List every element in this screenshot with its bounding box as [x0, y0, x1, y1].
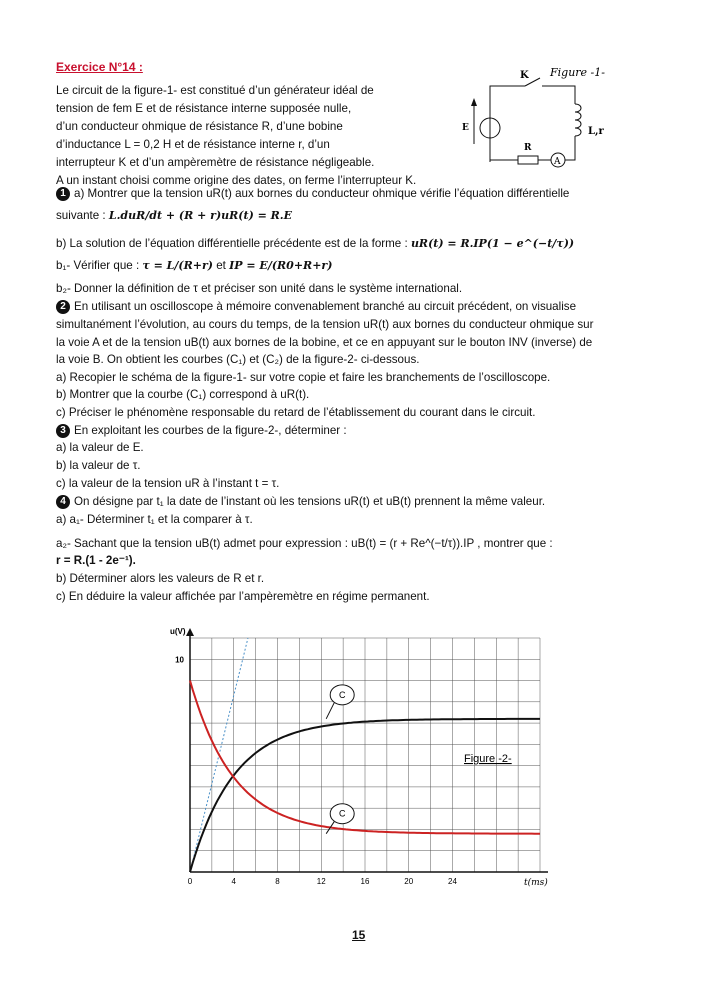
question-4c: c) En déduire la valeur affichée par l’ampèremètre en régime permanent.: [56, 590, 430, 603]
question-2-line-2: simultanément l’évolution, au cours du temps, de la tension uR(t) aux bornes du conducteur ohmique sur: [56, 318, 594, 331]
number-1-icon: 1: [56, 187, 70, 201]
generator-label: E: [462, 123, 469, 133]
intro-text: [56, 82, 436, 190]
coil-label: L,r: [588, 126, 604, 137]
number-2-icon: 2: [56, 300, 70, 314]
wire-right: [565, 136, 575, 160]
intro-line: tension de fem E et de résistance interne supposée nulle,: [56, 102, 352, 115]
figure-1-label: Figure -1-: [550, 66, 605, 79]
intro-line: d’un conducteur ohmique de résistance R, d’une bobine: [56, 120, 343, 133]
y-axis-label: u(V): [170, 627, 186, 636]
solution-equation: uR(t) = R.IP(1 − e^(−t/τ)): [410, 237, 575, 250]
question-2a: a) Recopier le schéma de la figure-1- sur votre copie et faire les branchements de l’oscilloscope.: [56, 371, 551, 384]
question-2b: b) Montrer que la courbe (C₁) correspond à uR(t).: [56, 388, 310, 401]
x-axis-label: t(ms): [524, 878, 548, 888]
question-1b2: b₂- Donner la définition de τ et préciser son unité dans le système international.: [56, 282, 463, 295]
figure-2-title: Figure -2-: [464, 753, 512, 765]
curve-callout-pointer: [326, 703, 334, 719]
question-4a1: a) a₁- Déterminer t₁ et la comparer à τ.: [56, 513, 253, 526]
wire-top: [542, 86, 575, 104]
question-2-line-1: 2 En utilisant un oscilloscope à mémoire convenablement branché au circuit précédent, on visualise: [56, 299, 576, 315]
intro-line: interrupteur K et d’un ampèremètre de résistance négligeable.: [56, 156, 375, 169]
question-3c: c) la valeur de la tension uR à l’instant t = τ.: [56, 477, 280, 490]
number-3-icon: 3: [56, 424, 70, 438]
figure-2-chart: [160, 620, 560, 900]
question-3b: b) la valeur de τ.: [56, 459, 141, 472]
question-2c: c) Préciser le phénomène responsable du retard de l’établissement du courant dans le circuit.: [56, 406, 536, 419]
question-1a-line-2: suivante : L.duR/dt + (R + r)uR(t) = R.E: [56, 209, 293, 222]
y-tick-label: 10: [175, 655, 184, 665]
y-axis-arrow-icon: [186, 628, 194, 636]
arrow-head-icon: [471, 98, 477, 106]
intro-line: Le circuit de la figure-1- est constitué d’un générateur idéal de: [56, 84, 374, 97]
x-tick-label: 16: [360, 877, 370, 886]
ammeter-label: A: [554, 157, 561, 167]
coil-icon: [575, 104, 581, 136]
x-tick-label: 8: [275, 877, 280, 886]
switch-label: K: [520, 70, 529, 81]
x-tick-label: 4: [231, 877, 236, 886]
page-number: 15: [352, 928, 366, 942]
question-3a: a) la valeur de E.: [56, 441, 144, 454]
exercise-title: Exercice N°14 :: [56, 60, 143, 74]
x-tick-label: 12: [316, 877, 326, 886]
figure-1-circuit: [460, 62, 640, 182]
question-4a2: a₂- Sachant que la tension uB(t) admet pour expression : uB(t) = (r + Re^(−t/τ)).IP , montrer que :: [56, 537, 553, 550]
diff-equation: L.duR/dt + (R + r)uR(t) = R.E: [108, 209, 293, 222]
question-4b: b) Déterminer alors les valeurs de R et r.: [56, 572, 265, 585]
question-2-line-4: la voie B. On obtient les courbes (C₁) et (C₂) de la figure-2- ci-dessous.: [56, 353, 420, 366]
question-1b: b) La solution de l’équation différentielle précédente est de la forme : uR(t) = R.IP(1 − e^(−t/τ)): [56, 237, 575, 250]
x-tick-label: 24: [448, 877, 457, 886]
x-tick-label: 0: [187, 877, 193, 886]
resistor-icon: [518, 156, 538, 164]
curve-label: C: [338, 689, 346, 700]
number-4-icon: 4: [56, 495, 70, 509]
question-2-line-3: la voie A et de la tension uB(t) aux bornes de la bobine, et ce en appuyant sur le bouton INV (inverse) de: [56, 336, 593, 349]
question-3: 3 En exploitant les courbes de la figure-2-, déterminer :: [56, 423, 347, 439]
x-tick-label: 20: [404, 877, 414, 886]
resistor-label: R: [524, 143, 532, 153]
intro-line: d’inductance L = 0,2 H et de résistance interne r, d’un: [56, 138, 330, 151]
question-4a2-result: r = R.(1 - 2e⁻¹).: [56, 554, 136, 567]
question-1b1: b₁- Vérifier que : τ = L/(R+r) et IP = E/(R0+R+r): [56, 259, 333, 272]
curve-label: C: [338, 808, 346, 819]
intro-line: A un instant choisi comme origine des dates, on ferme l’interrupteur K.: [56, 174, 417, 187]
question-1a-line-1: 1 a) Montrer que la tension uR(t) aux bornes du conducteur ohmique vérifie l’équation différentielle: [56, 186, 569, 202]
question-4: 4 On désigne par t₁ la date de l’instant où les tensions uR(t) et uB(t) prennent la même valeur.: [56, 494, 545, 510]
